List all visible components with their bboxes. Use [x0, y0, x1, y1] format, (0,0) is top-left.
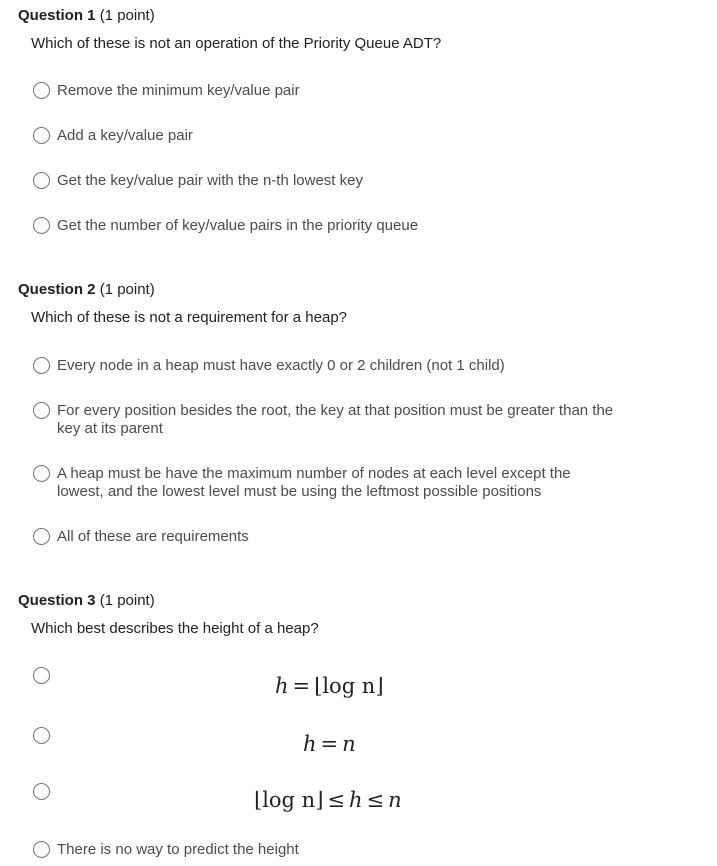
option-label[interactable]: A heap must be have the maximum number of nodes at each level except the lowest, and the lowest level must be using the leftmost possible positions: [57, 465, 571, 500]
question-number: Question 3: [18, 592, 96, 609]
math-h: h: [275, 674, 289, 698]
question-2-text: Which of these is not a requirement for a heap?: [31, 309, 348, 326]
question-2-header: [18, 281, 155, 298]
math-formula-bounds[interactable]: [254, 788, 402, 812]
radio-button[interactable]: [33, 82, 50, 99]
option-label[interactable]: There is no way to predict the height: [57, 841, 299, 858]
q2-option-3[interactable]: [33, 465, 597, 501]
q1-option-2[interactable]: [33, 127, 193, 145]
q1-option-3[interactable]: [33, 172, 363, 190]
math-n: n: [342, 732, 356, 756]
radio-button[interactable]: [33, 402, 50, 419]
radio-button[interactable]: [33, 217, 50, 234]
option-label[interactable]: Remove the minimum key/value pair: [57, 82, 300, 99]
option-label[interactable]: Get the number of key/value pairs in the priority queue: [57, 217, 419, 234]
math-h: h: [303, 732, 317, 756]
math-floor-log-n: ⌊log n⌋: [314, 674, 384, 698]
math-leq: ≤: [327, 788, 345, 812]
radio-button[interactable]: [33, 465, 50, 482]
question-number: Question 2: [18, 281, 96, 298]
q3-option-1[interactable]: [33, 667, 50, 684]
option-label[interactable]: Get the key/value pair with the n-th lowest key: [57, 172, 363, 189]
math-formula-floor-log[interactable]: [275, 674, 384, 698]
q3-option-3[interactable]: [33, 783, 50, 800]
q3-option-4[interactable]: [33, 841, 299, 859]
radio-button[interactable]: [33, 127, 50, 144]
q1-option-4[interactable]: [33, 217, 418, 235]
radio-button[interactable]: [33, 667, 50, 684]
radio-button[interactable]: [33, 528, 50, 545]
q1-option-1[interactable]: [33, 82, 300, 100]
q2-option-4[interactable]: [33, 528, 249, 546]
option-label[interactable]: Add a key/value pair: [57, 127, 193, 144]
question-points: (1 point): [99, 7, 155, 24]
math-h: h: [349, 788, 363, 812]
question-3-header: [18, 592, 155, 609]
radio-button[interactable]: [33, 357, 50, 374]
q3-option-2[interactable]: [33, 727, 50, 744]
question-1-header: [18, 7, 155, 24]
q2-option-1[interactable]: [33, 357, 505, 375]
question-points: (1 point): [99, 281, 155, 298]
math-n: n: [388, 788, 402, 812]
question-number: Question 1: [18, 7, 96, 24]
option-label[interactable]: Every node in a heap must have exactly 0 or 2 children (not 1 child): [57, 357, 505, 374]
math-equals: =: [320, 732, 339, 756]
question-points: (1 point): [99, 592, 155, 609]
q2-option-2[interactable]: [33, 402, 617, 438]
radio-button[interactable]: [33, 841, 50, 858]
question-1-text: Which of these is not an operation of the Priority Queue ADT?: [31, 35, 442, 52]
radio-button[interactable]: [33, 783, 50, 800]
radio-button[interactable]: [33, 727, 50, 744]
question-3-text: Which best describes the height of a heap?: [31, 620, 319, 637]
math-formula-h-equals-n[interactable]: [303, 732, 356, 756]
math-floor-log-n: ⌊log n⌋: [254, 788, 324, 812]
option-label[interactable]: All of these are requirements: [57, 528, 249, 545]
math-equals: =: [292, 674, 311, 698]
math-leq: ≤: [366, 788, 385, 812]
option-label[interactable]: For every position besides the root, the key at that position must be greater than the key at its parent: [57, 402, 614, 437]
radio-button[interactable]: [33, 172, 50, 189]
